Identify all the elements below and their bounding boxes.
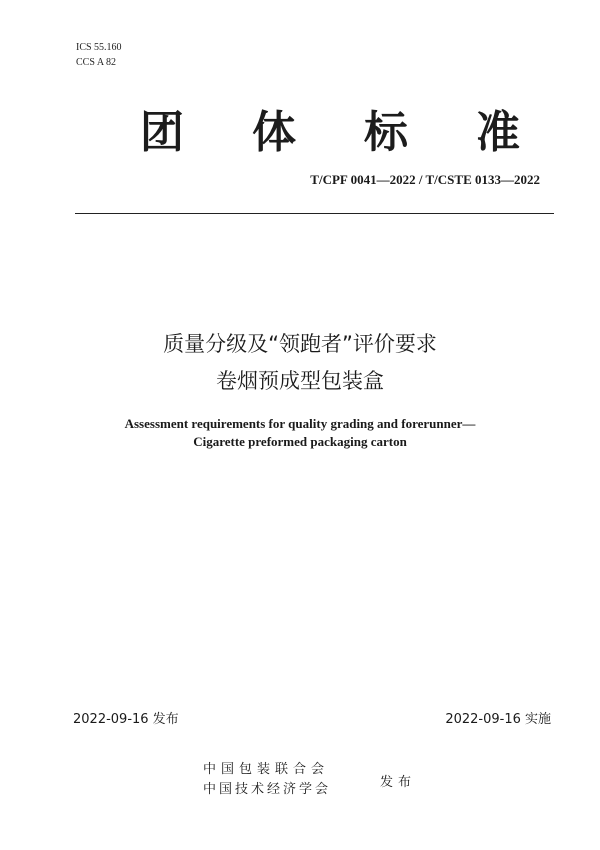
standard-type-char: 团 bbox=[140, 107, 184, 158]
ics-code: ICS 55.160 bbox=[76, 42, 122, 53]
title-cn-line2: 卷烟预成型包装盒 bbox=[216, 369, 384, 393]
title-en-line1: Assessment requirements for quality grading and forerunner— bbox=[124, 416, 476, 431]
issue-date: 2022-09-16 发布 bbox=[73, 712, 179, 727]
standard-number: T/CPF 0041—2022 / T/CSTE 0133—2022 bbox=[310, 172, 540, 187]
header-divider bbox=[75, 213, 554, 214]
ccs-code: CCS A 82 bbox=[76, 57, 117, 68]
publisher-list bbox=[203, 760, 331, 800]
standard-type-char: 标 bbox=[364, 107, 408, 158]
publisher-org-1: 中国包装联合会 bbox=[203, 762, 330, 777]
standard-type-char: 准 bbox=[476, 107, 520, 158]
implementation-date: 2022-09-16 实施 bbox=[445, 712, 551, 727]
issue-label: 发布 bbox=[380, 775, 417, 790]
classification-codes bbox=[76, 40, 122, 70]
title-en-line2: Cigarette preformed packaging carton bbox=[193, 434, 407, 449]
publisher-org-2: 中国技术经济学会 bbox=[203, 782, 332, 797]
standard-type-char: 体 bbox=[252, 107, 296, 158]
title-cn-line1: 质量分级及“领跑者”评价要求 bbox=[163, 332, 437, 356]
standard-type-heading bbox=[140, 96, 520, 160]
